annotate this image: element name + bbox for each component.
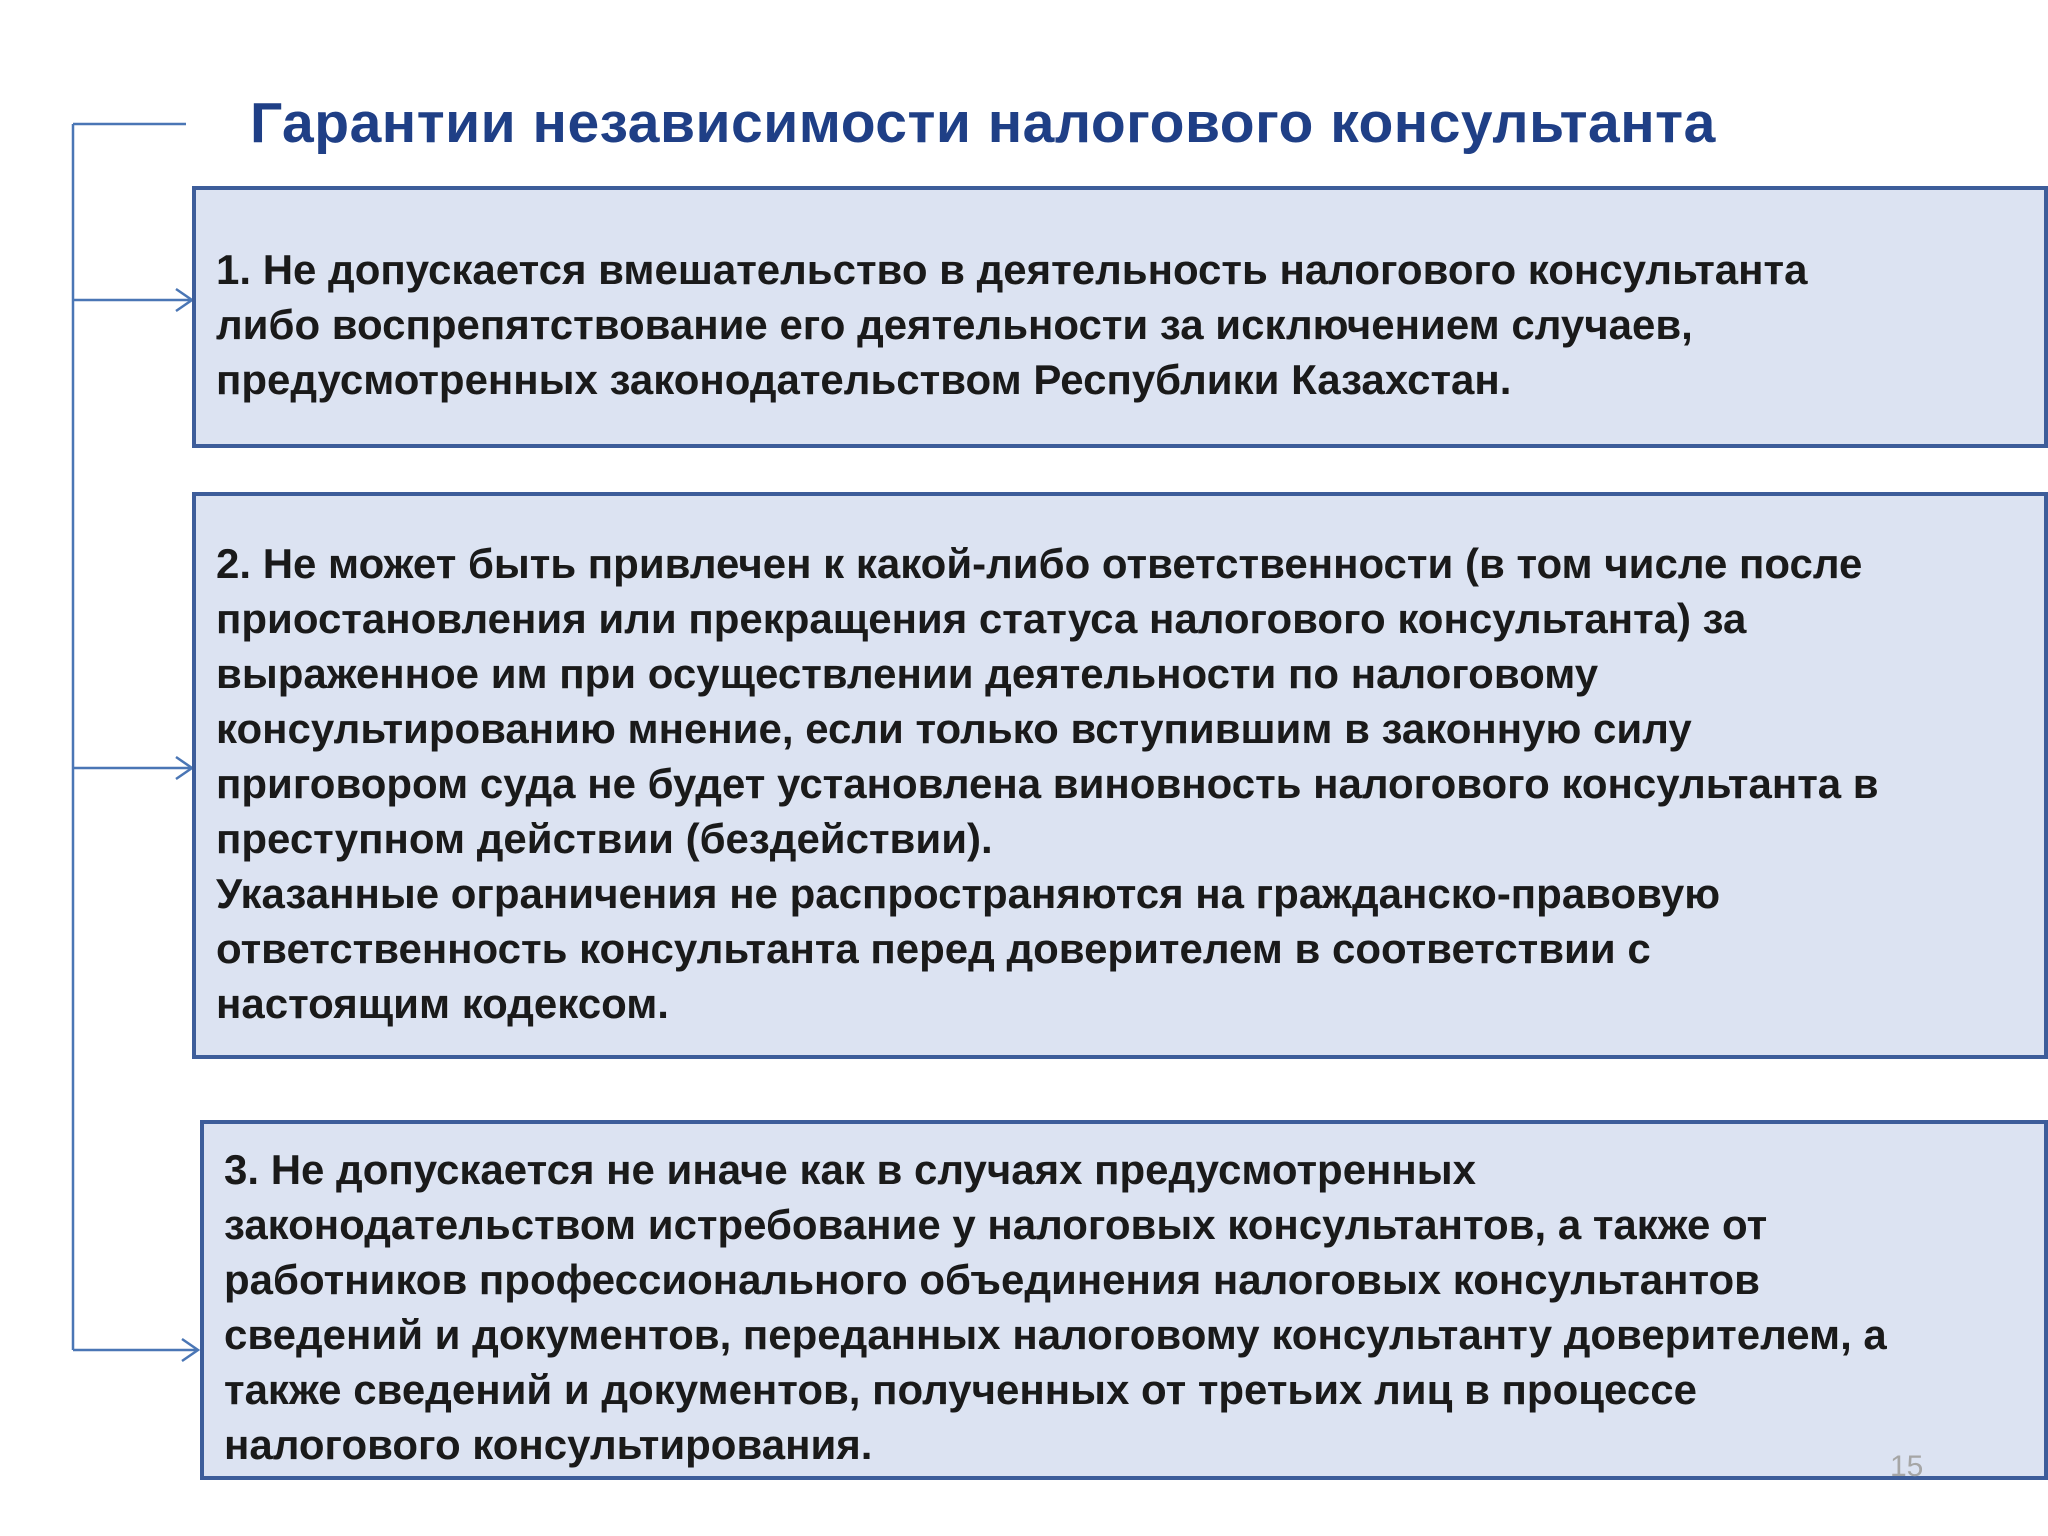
guarantee-2-line: приговором суда не будет установлена виновность налогового консультанта в	[216, 760, 1879, 807]
guarantee-text-2	[216, 536, 1879, 1031]
guarantee-2-line: преступном действии (бездействии).	[216, 815, 993, 862]
guarantee-3-line: сведений и документов, переданных налоговому консультанту доверителем, а	[224, 1311, 1887, 1358]
guarantee-3-line: 3. Не допускается не иначе как в случаях предусмотренных	[224, 1146, 1477, 1193]
guarantee-3-line: законодательством истребование у налоговых консультантов, а также от	[224, 1201, 1768, 1248]
guarantee-2-line: настоящим кодексом.	[216, 980, 669, 1027]
guarantee-3-line: также сведений и документов, полученных от третьих лиц в процессе	[224, 1366, 1697, 1413]
guarantee-text-3	[224, 1142, 1887, 1472]
slide-title: Гарантии независимости налогового консультанта	[250, 91, 1716, 155]
guarantee-2-line: 2. Не может быть привлечен к какой-либо ответственности (в том числе после	[216, 540, 1863, 587]
connector-arrow-1-head	[176, 289, 192, 311]
page-number: 15	[1890, 1450, 1924, 1483]
guarantee-2-line: ответственность консультанта перед доверителем в соответствии с	[216, 925, 1651, 972]
guarantee-text-1	[216, 242, 1807, 407]
guarantee-2-line: Указанные ограничения не распространяются на гражданско-правовую	[216, 870, 1721, 917]
guarantee-2-line: выраженное им при осуществлении деятельности по налоговому	[216, 650, 1599, 697]
guarantee-box-2	[192, 492, 2048, 1059]
guarantee-box-3	[200, 1120, 2048, 1480]
guarantee-1-line: 1. Не допускается вмешательство в деятельность налогового консультанта	[216, 246, 1808, 293]
guarantee-2-line: приостановления или прекращения статуса налогового консультанта) за	[216, 595, 1747, 642]
guarantee-3-line: работников профессионального объединения налоговых консультантов	[224, 1256, 1760, 1303]
guarantee-1-line: предусмотренных законодательством Республики Казахстан.	[216, 356, 1512, 403]
guarantee-3-line: налогового консультирования.	[224, 1421, 873, 1468]
guarantee-1-line: либо воспрепятствование его деятельности за исключением случаев,	[216, 301, 1693, 348]
connector-arrow-3-head	[182, 1339, 198, 1361]
guarantee-box-1	[192, 186, 2048, 448]
guarantee-2-line: консультированию мнение, если только вступившим в законную силу	[216, 705, 1692, 752]
connector-arrow-2-head	[176, 757, 192, 779]
